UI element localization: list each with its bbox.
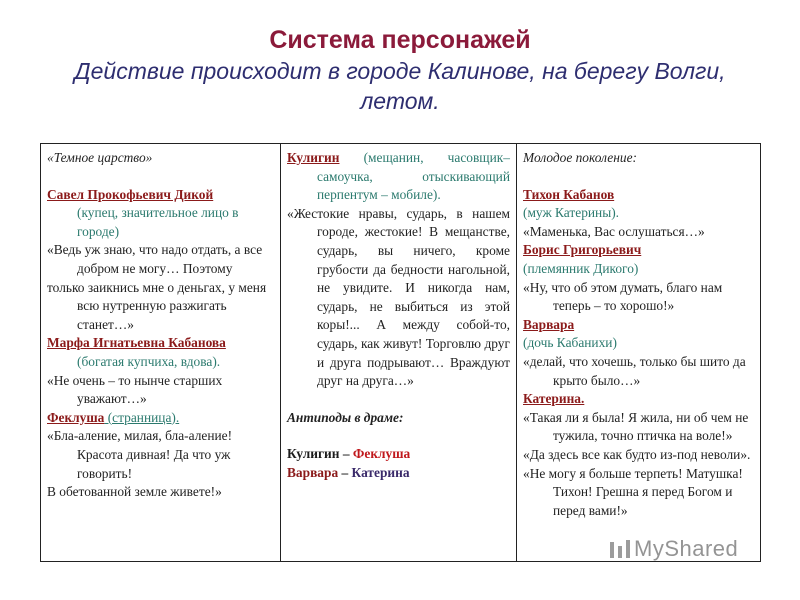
kabanova-name: Марфа Игнатьевна Кабанова: [47, 335, 226, 351]
katerina-quote-3: «Не могу я больше терпеть! Матушка! Тихон! Грешна я перед Богом и перед вами!»: [523, 465, 743, 518]
antipode-katerina: Катерина: [351, 464, 410, 480]
tikhon-quote: «Маменька, Вас ослушаться…»: [523, 223, 705, 239]
antipode-dash-1: –: [339, 446, 353, 462]
antipode-pair-1: [287, 445, 510, 464]
slide-title: Система персонажей: [269, 26, 531, 54]
dikoy-quote-1: «Ведь уж знаю, что надо отдать, а все добром не могу… Поэтому: [47, 242, 263, 276]
antipode-pair-2: [287, 464, 510, 483]
slide-title-block: [0, 24, 800, 116]
antipodes-heading: Антиподы в драме:: [287, 409, 404, 425]
column-young-generation: [517, 144, 761, 562]
varvara-name: Варвара: [523, 316, 575, 332]
boris-quote: «Ну, что об этом думать, благо нам теперь – то хорошо!»: [523, 279, 723, 314]
watermark-text: MyShared: [634, 536, 739, 561]
feklusha-description: (странница).: [104, 409, 180, 425]
dikoy-name: Савел Прокофьевич Дикой: [47, 186, 214, 202]
kuligin-intro: [287, 149, 510, 205]
feklusha-quote-2: В обетованной земле живете!»: [47, 484, 222, 500]
feklusha-name: Феклуша: [47, 409, 105, 425]
subtitle-text: Действие происходит в городе Калинове, на берегу Волги, летом: [74, 58, 726, 114]
dikoy-quote-2: только заикнись мне о деньгах, у меня всю нутренную разжигать станет…»: [47, 279, 267, 332]
subtitle-dot: .: [433, 88, 440, 114]
dikoy-description: (купец, значительное лицо в городе): [77, 205, 239, 239]
katerina-quote-1: «Такая ли я была! Я жила, ни об чем не тужила, точно птичка на воле!»: [523, 409, 749, 444]
varvara-description: (дочь Кабанихи): [523, 335, 617, 351]
tikhon-description: (муж Катерины).: [523, 205, 620, 221]
antipode-dash-2: –: [338, 464, 352, 480]
katerina-quote-2: «Да здесь все как будто из-под неволи».: [523, 446, 751, 462]
column-kuligin: [281, 144, 517, 562]
varvara-quote: «делай, что хочешь, только бы шито да крыто было…»: [523, 353, 746, 388]
boris-description: (племянник Дикого): [523, 260, 639, 276]
kabanova-description: (богатая купчиха, вдова).: [77, 353, 221, 369]
young-generation-heading: Молодое поколение:: [523, 150, 637, 165]
boris-name: Борис Григорьевич: [523, 242, 642, 258]
column-dark-kingdom: [41, 144, 281, 562]
feklusha-quote-1: «Бла-аление, милая, бла-аление! Красота дивная! Да что уж говорить!: [47, 428, 233, 481]
watermark-bars-icon: [610, 538, 630, 556]
tikhon-name: Тихон Кабанов: [523, 186, 615, 202]
feklusha-line: [47, 409, 274, 428]
kuligin-quote: «Жестокие нравы, сударь, в нашем городе, жестокие! В мещанстве, сударь, вы ничего, кроме грубости да бедности нагольной, не увидите. И никогда нам, сударь, не выбиться из этой коры!... А между собой-то, сударь, как живут! Торговлю друг и друга подрывают… Враждуют друг на друга…»: [287, 205, 510, 389]
antipode-kuligin: Кулигин: [287, 446, 340, 462]
kuligin-description: (мещанин, часовщик–самоучка, отыскивающий перпентум – мобиле).: [317, 150, 510, 203]
katerina-name: Катерина.: [523, 391, 585, 407]
kabanova-quote: «Не очень – то нынче старших уважают…»: [47, 372, 223, 407]
watermark-logo: [610, 536, 738, 562]
characters-table: [40, 143, 761, 562]
kuligin-name: Кулигин: [287, 150, 340, 165]
slide-subtitle: [0, 56, 800, 116]
antipode-varvara: Варвара: [287, 464, 339, 480]
antipode-feklusha: Феклуша: [352, 446, 411, 462]
dark-kingdom-heading: «Темное царство»: [47, 150, 153, 165]
